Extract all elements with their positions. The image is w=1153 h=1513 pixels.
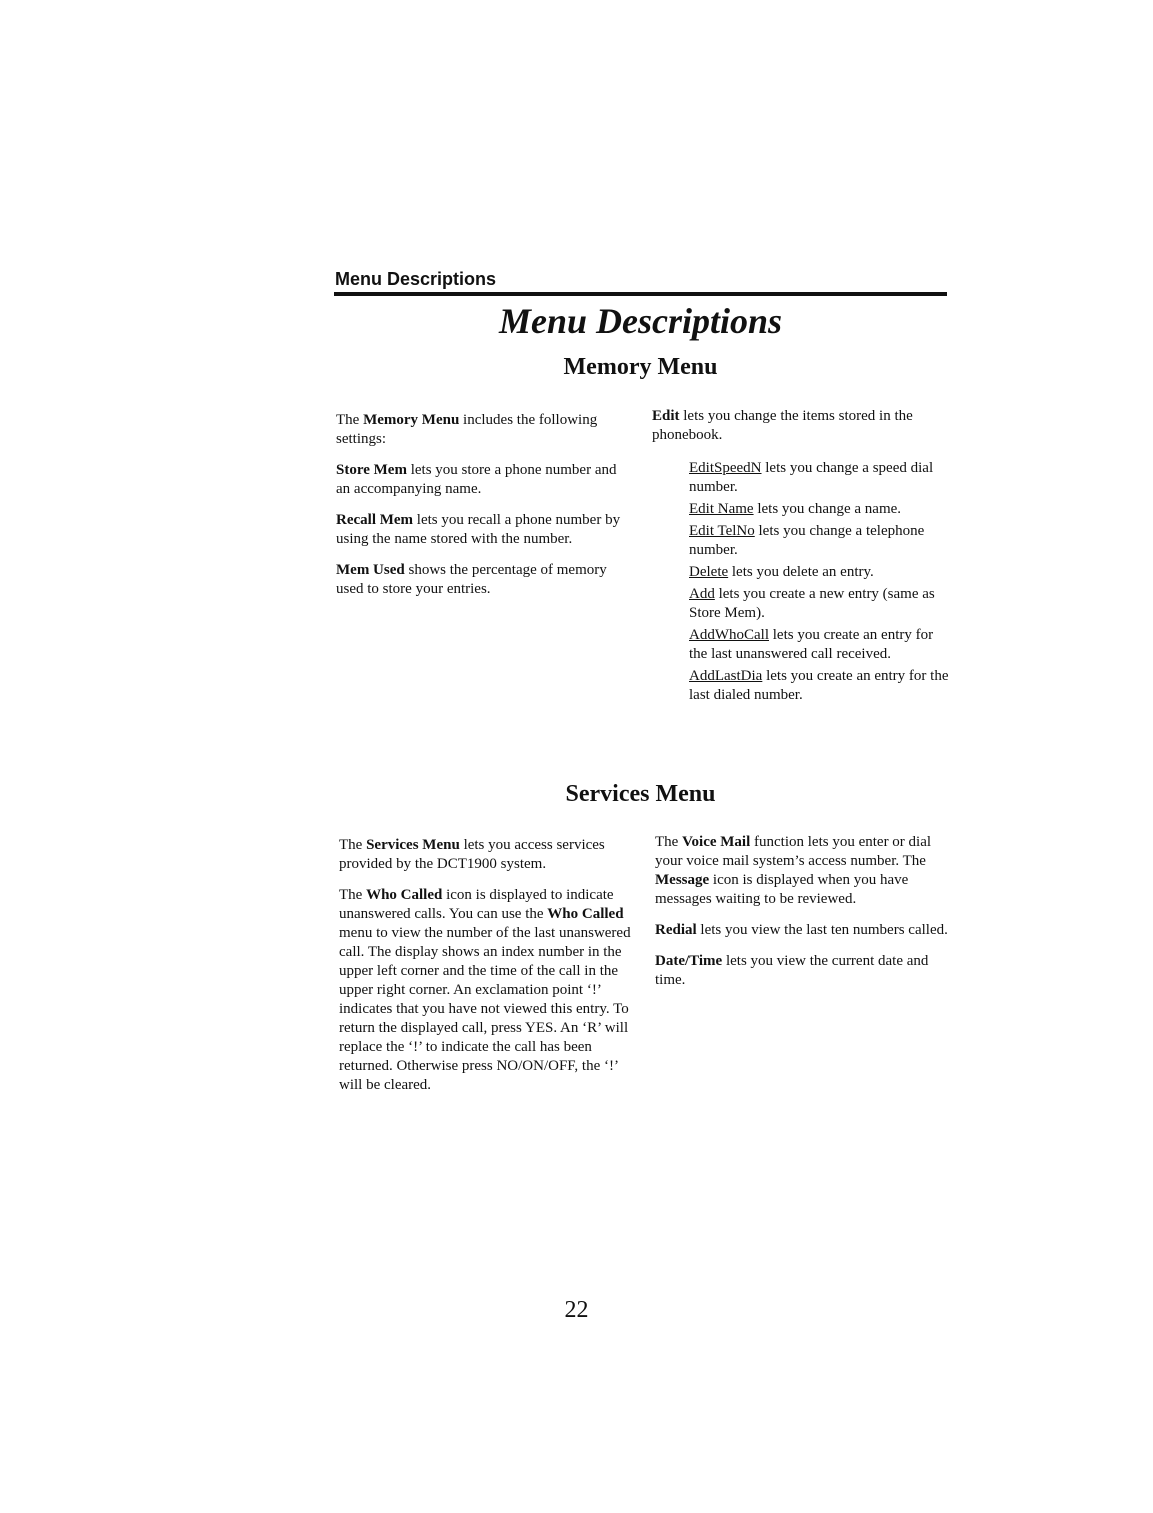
list-item: AddWhoCall lets you create an entry for the last unanswered call received. [689,627,934,662]
header-rule [334,292,947,296]
page-title: Menu Descriptions [498,301,783,341]
mem-used-desc: Mem Used shows the percentage of memory used to store your entries. [336,562,607,597]
list-item: Delete lets you delete an entry. [689,564,874,580]
list-item: EditSpeedN lets you change a speed dial number. [689,460,934,495]
edit-submenu-list [689,459,954,708]
services-menu-title: Services Menu [565,781,716,807]
list-item: Edit TelNo lets you change a telephone number. [689,523,925,558]
who-called-desc: The Who Called icon is displayed to indicate unanswered calls. You can use the Who Called menu to view the number of the last unanswered call. The display shows an index number in the upper left corner and the time of the call in the upper right corner. An exclamation point ‘!’ indicates that you have not viewed this entry. To return the displayed call, press YES. An ‘R’ will replace the ‘!’ to indicate the call has been returned. Otherwise press NO/ON/OFF, the ‘!’ will be cleared. [339,887,631,1093]
memory-menu-title: Memory Menu [563,354,718,380]
edit-desc: Edit lets you change the items stored in the phonebook. [652,408,913,443]
list-item: Edit Name lets you change a name. [689,501,902,517]
list-item: Add lets you create a new entry (same as Store Mem). [689,586,935,621]
memory-left-column [336,411,631,611]
running-header: Menu Descriptions [335,269,497,289]
store-mem-desc: Store Mem lets you store a phone number and an accompanying name. [336,462,617,497]
list-item: AddLastDia lets you create an entry for the last dialed number. [689,668,949,703]
services-intro: The Services Menu lets you access services provided by the DCT1900 system. [339,837,605,872]
redial-desc: Redial lets you view the last ten numbers called. [655,922,948,938]
services-right-column [655,833,955,1002]
memory-intro: The Memory Menu includes the following settings: [336,412,598,447]
voice-mail-desc: The Voice Mail function lets you enter or dial your voice mail system’s access number. The Message icon is displayed when you have messages waiting to be reviewed. [655,834,932,907]
recall-mem-desc: Recall Mem lets you recall a phone number by using the name stored with the number. [336,512,621,547]
date-time-desc: Date/Time lets you view the current date and time. [655,953,929,988]
services-left-column [339,836,639,1107]
page-number: 22 [564,1297,589,1323]
